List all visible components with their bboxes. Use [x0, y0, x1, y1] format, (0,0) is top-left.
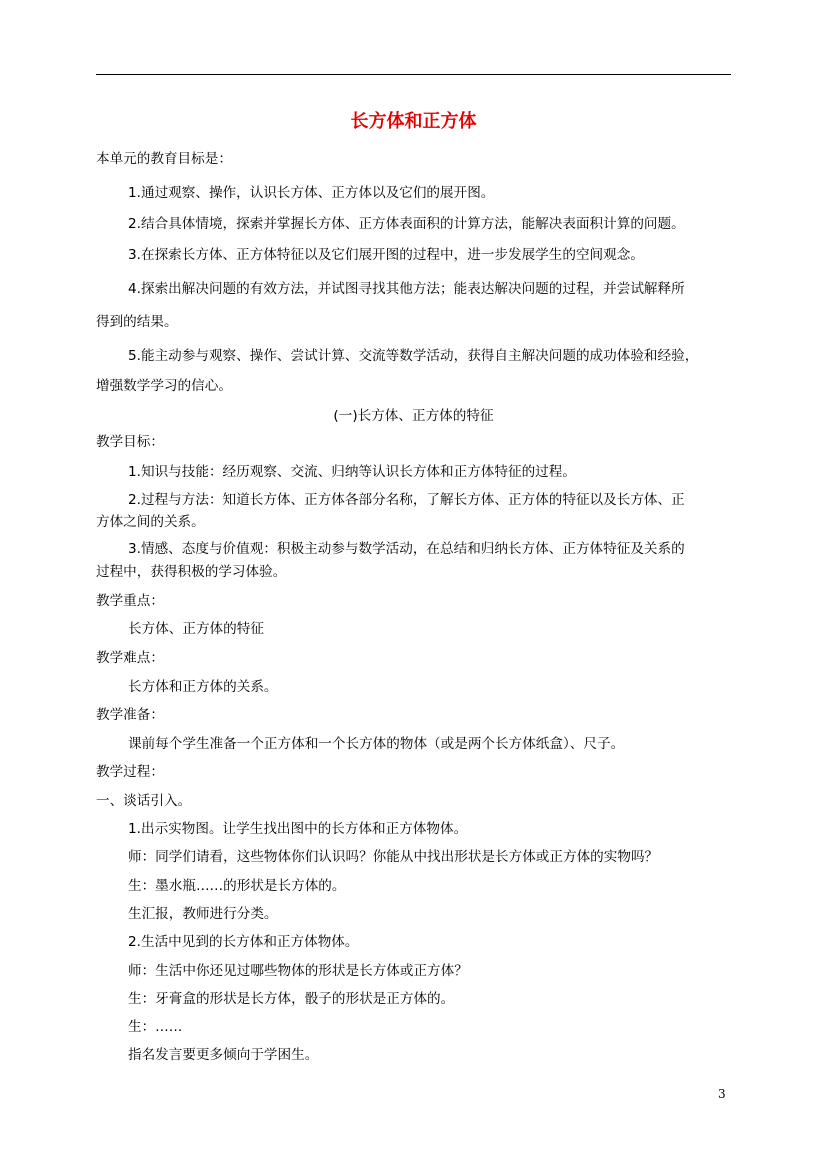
goal-5-line-1: 5.能主动参与观察、操作、尝试计算、交流等数学活动，获得自主解决问题的成功体验和经验， — [128, 348, 699, 364]
teaching-goal-3-line-1: 3.情感、态度与价值观：积极主动参与数学活动，在总结和归纳长方体、正方体特征及关系的 — [128, 541, 685, 557]
page-number: 3 — [718, 1087, 726, 1101]
process-line-9: 指名发言要更多倾向于学困生。 — [128, 1047, 319, 1063]
difficulty: 长方体和正方体的关系。 — [128, 679, 278, 695]
goal-2: 2.结合具体情境，探索并掌握长方体、正方体表面积的计算方法，能解决表面积计算的问题。 — [128, 216, 685, 232]
process-line-8: 生：…… — [128, 1019, 183, 1035]
teaching-goal-1: 1.知识与技能：经历观察、交流、归纳等认识长方体和正方体特征的过程。 — [128, 464, 576, 480]
intro-heading: 本单元的教育目标是： — [96, 151, 232, 167]
teaching-goal-2-line-1: 2.过程与方法：知道长方体、正方体各部分名称，了解长方体、正方体的特征以及长方体、正 — [128, 492, 685, 508]
process-line-7: 生：牙膏盒的形状是长方体，骰子的形状是正方体的。 — [128, 991, 455, 1007]
goal-1: 1.通过观察、操作，认识长方体、正方体以及它们的展开图。 — [128, 185, 495, 201]
key-points-heading: 教学重点： — [96, 593, 164, 609]
process-line-3: 生：墨水瓶……的形状是长方体的。 — [128, 878, 346, 894]
preparation: 课前每个学生准备一个正方体和一个长方体的物体（或是两个长方体纸盒）、尺子。 — [128, 736, 625, 752]
process-heading: 教学过程： — [96, 764, 164, 780]
goal-5-line-2: 增强数学学习的信心。 — [96, 378, 232, 394]
goal-4-line-2: 得到的结果。 — [96, 314, 178, 330]
teaching-goal-3-line-2: 过程中，获得积极的学习体验。 — [96, 564, 287, 580]
teaching-goal-2-line-2: 方体之间的关系。 — [96, 514, 205, 530]
teaching-goals-heading: 教学目标： — [96, 434, 164, 450]
goal-3: 3.在探索长方体、正方体特征以及它们展开图的过程中，进一步发展学生的空间观念。 — [128, 247, 644, 263]
process-part-1: 一、谈话引入。 — [96, 793, 192, 809]
process-line-5: 2.生活中见到的长方体和正方体物体。 — [128, 934, 359, 950]
header-rule — [96, 74, 731, 75]
difficulty-heading: 教学难点： — [96, 650, 164, 666]
process-line-1: 1.出示实物图。让学生找出图中的长方体和正方体物体。 — [128, 821, 468, 837]
process-line-2: 师：同学们请看，这些物体你们认识吗？你能从中找出形状是长方体或正方体的实物吗？ — [128, 849, 659, 865]
key-points: 长方体、正方体的特征 — [128, 621, 264, 637]
process-line-4: 生汇报，教师进行分类。 — [128, 906, 278, 922]
section-heading: (一)长方体、正方体的特征 — [333, 408, 494, 424]
preparation-heading: 教学准备： — [96, 707, 164, 723]
goal-4-line-1: 4.探索出解决问题的有效方法，并试图寻找其他方法；能表达解决问题的过程，并尝试解释所 — [128, 281, 685, 297]
document-title: 长方体和正方体 — [350, 111, 477, 132]
process-line-6: 师：生活中你还见过哪些物体的形状是长方体或正方体？ — [128, 963, 468, 979]
